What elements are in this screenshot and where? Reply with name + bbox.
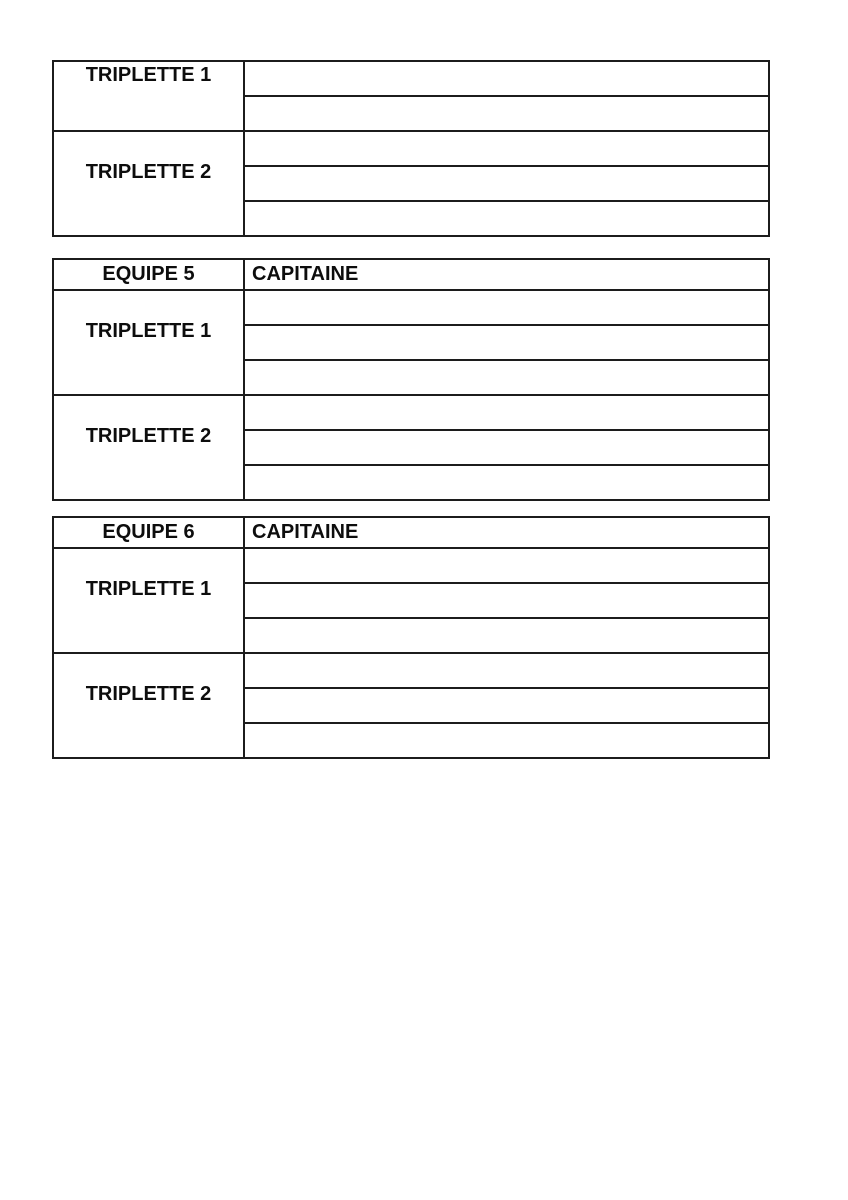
captain-label: CAPITAINE — [252, 263, 359, 285]
triplette-2-label-cell — [53, 131, 244, 236]
player-name-cell — [244, 548, 769, 583]
triplette-2-label-cell — [53, 653, 244, 758]
player-name-cell — [244, 290, 769, 325]
team-header-cell — [53, 259, 244, 290]
triplette-2-label-cell — [53, 395, 244, 500]
player-name-cell — [244, 201, 769, 236]
triplette-2-label: TRIPLETTE 2 — [85, 161, 212, 183]
player-name-cell — [244, 360, 769, 395]
player-name-cell — [244, 688, 769, 723]
triplette-1-label-cell — [53, 61, 244, 131]
player-name-cell — [244, 723, 769, 758]
captain-label: CAPITAINE — [252, 521, 359, 543]
roster-table-equipe-5 — [52, 258, 770, 501]
player-name-cell — [244, 166, 769, 201]
triplette-1-label-cell — [53, 290, 244, 395]
roster-table-continuation — [52, 60, 770, 237]
triplette-1-label: TRIPLETTE 1 — [85, 578, 212, 600]
triplette-1-label: TRIPLETTE 1 — [85, 320, 212, 342]
player-name-cell — [244, 465, 769, 500]
team-name-label: EQUIPE 6 — [102, 521, 195, 543]
player-name-cell — [244, 430, 769, 465]
player-name-cell — [244, 61, 769, 96]
player-name-cell — [244, 131, 769, 166]
triplette-1-label: TRIPLETTE 1 — [85, 64, 212, 86]
player-name-cell — [244, 395, 769, 430]
triplette-2-label: TRIPLETTE 2 — [85, 425, 212, 447]
player-name-cell — [244, 96, 769, 131]
player-name-cell — [244, 325, 769, 360]
player-name-cell — [244, 583, 769, 618]
team-header-cell — [53, 517, 244, 548]
triplette-2-label: TRIPLETTE 2 — [85, 683, 212, 705]
captain-header-cell — [244, 517, 769, 548]
captain-header-cell — [244, 259, 769, 290]
player-name-cell — [244, 618, 769, 653]
triplette-1-label-cell — [53, 548, 244, 653]
player-name-cell — [244, 653, 769, 688]
roster-table-equipe-6 — [52, 516, 770, 759]
team-name-label: EQUIPE 5 — [102, 263, 195, 285]
